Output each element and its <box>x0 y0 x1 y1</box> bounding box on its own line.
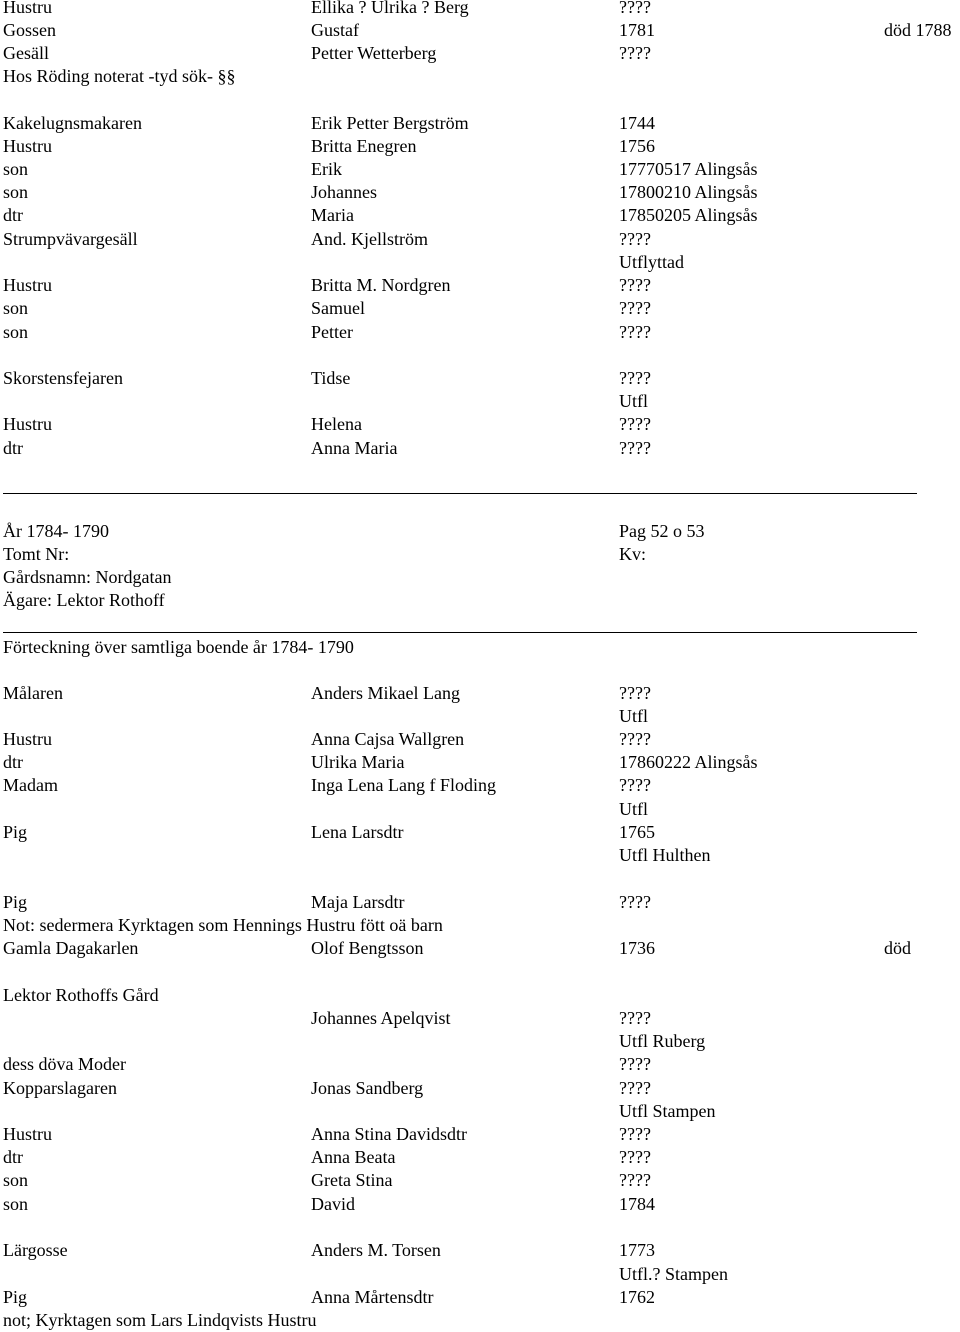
header-agare-row <box>0 589 960 612</box>
name-cell: Anna Cajsa Wallgren <box>311 729 465 749</box>
record-row <box>0 751 960 774</box>
record-row <box>0 798 960 821</box>
kv-label: Kv: <box>619 544 646 564</box>
record-row <box>0 1100 960 1123</box>
record-row <box>0 321 960 344</box>
record-row <box>0 728 960 751</box>
role-cell: dtr <box>3 1147 23 1167</box>
date-cell: ???? <box>619 0 651 17</box>
record-row <box>0 1263 960 1286</box>
role-cell: Pig <box>3 822 28 842</box>
role-cell: Lärgosse <box>3 1240 68 1260</box>
record-row <box>0 135 960 158</box>
record-row <box>0 204 960 227</box>
record-row <box>0 1309 960 1332</box>
record-row <box>0 844 960 867</box>
role-cell: Hustru <box>3 1124 52 1144</box>
date-cell: 17800210 Alingsås <box>619 182 758 202</box>
name-cell: Petter <box>311 322 353 342</box>
record-row <box>0 1053 960 1076</box>
role-cell: Gossen <box>3 20 56 40</box>
name-cell: Ellika ? Ulrika ? Berg <box>311 0 469 17</box>
name-cell: Maria <box>311 205 354 225</box>
date-cell: ???? <box>619 43 651 63</box>
record-row <box>0 1239 960 1262</box>
role-cell: dtr <box>3 438 23 458</box>
note-cell: död <box>884 938 911 958</box>
date-cell: Utfl <box>619 799 648 819</box>
date-cell: Utfl Ruberg <box>619 1031 706 1051</box>
header-gardsnamn-row <box>0 566 960 589</box>
date-cell: Utfl.? Stampen <box>619 1264 728 1284</box>
role-cell: son <box>3 159 29 179</box>
name-cell: Anna Stina Davidsdtr <box>311 1124 467 1144</box>
role-cell: Hos Röding noterat -tyd sök- §§ <box>3 66 236 86</box>
date-cell: ???? <box>619 1078 651 1098</box>
date-cell: ???? <box>619 414 651 434</box>
date-cell: ???? <box>619 368 651 388</box>
role-cell: Gamla Dagakarlen <box>3 938 139 958</box>
role-cell: Gesäll <box>3 43 49 63</box>
date-cell: 1762 <box>619 1287 655 1307</box>
date-cell: ???? <box>619 298 651 318</box>
note-cell: död 1788 <box>884 20 952 40</box>
role-cell: son <box>3 182 29 202</box>
name-cell: Johannes Apelqvist <box>311 1008 451 1028</box>
role-cell: Lektor Rothoffs Gård <box>3 985 159 1005</box>
role-cell: son <box>3 298 29 318</box>
role-cell: Kopparslagaren <box>3 1078 117 1098</box>
record-row <box>0 682 960 705</box>
header-tomt-row <box>0 543 960 566</box>
name-cell: Tidse <box>311 368 351 388</box>
name-cell: Anders Mikael Lang <box>311 683 460 703</box>
role-cell: son <box>3 1170 29 1190</box>
role-cell: not; Kyrktagen som Lars Lindqvists Hustru <box>3 1310 317 1330</box>
record-row <box>0 1077 960 1100</box>
date-cell: 1765 <box>619 822 655 842</box>
record-row <box>0 891 960 914</box>
role-cell: Hustru <box>3 136 52 156</box>
record-row <box>0 1286 960 1309</box>
date-cell: ???? <box>619 438 651 458</box>
date-cell: Utfl <box>619 706 648 726</box>
gardsnamn-label: Gårdsnamn: Nordgatan <box>3 567 172 587</box>
record-row <box>0 914 960 937</box>
record-row <box>0 228 960 251</box>
role-cell: Kakelugnsmakaren <box>3 113 142 133</box>
name-cell: Gustaf <box>311 20 359 40</box>
name-cell: Maja Larsdtr <box>311 892 405 912</box>
header-year-row <box>0 520 960 543</box>
date-cell: ???? <box>619 1124 651 1144</box>
record-row <box>0 937 960 960</box>
date-cell: 1744 <box>619 113 655 133</box>
date-cell: 17770517 Alingsås <box>619 159 758 179</box>
role-cell: Hustru <box>3 414 52 434</box>
name-cell: Erik Petter Bergström <box>311 113 469 133</box>
record-row <box>0 274 960 297</box>
name-cell: Britta Enegren <box>311 136 417 156</box>
date-cell: ???? <box>619 1170 651 1190</box>
name-cell: Johannes <box>311 182 377 202</box>
date-cell: ???? <box>619 683 651 703</box>
role-cell: Pig <box>3 1287 28 1307</box>
role-cell: dess döva Moder <box>3 1054 126 1074</box>
record-row <box>0 1123 960 1146</box>
date-cell: Utfl <box>619 391 648 411</box>
section-divider <box>3 632 917 633</box>
role-cell: Hustru <box>3 0 52 17</box>
role-cell: son <box>3 322 29 342</box>
date-cell: 1781 <box>619 20 655 40</box>
record-row <box>0 774 960 797</box>
role-cell: Strumpvävargesäll <box>3 229 138 249</box>
date-cell: 1756 <box>619 136 655 156</box>
date-cell: 17860222 Alingsås <box>619 752 758 772</box>
record-row <box>0 19 960 42</box>
page-reference: Pag 52 o 53 <box>619 521 705 541</box>
role-cell: son <box>3 1194 29 1214</box>
record-row <box>0 413 960 436</box>
name-cell: Jonas Sandberg <box>311 1078 424 1098</box>
date-cell: Utfl Hulthen <box>619 845 711 865</box>
name-cell: Anna Beata <box>311 1147 396 1167</box>
forteckning-heading: Förteckning över samtliga boende år 1784- 1790 <box>3 637 354 657</box>
role-cell: Hustru <box>3 275 52 295</box>
name-cell: Petter Wetterberg <box>311 43 437 63</box>
record-row <box>0 390 960 413</box>
role-cell: dtr <box>3 205 23 225</box>
name-cell: Ulrika Maria <box>311 752 405 772</box>
name-cell: Anna Mårtensdtr <box>311 1287 434 1307</box>
name-cell: Inga Lena Lang f Floding <box>311 775 496 795</box>
date-cell: ???? <box>619 1147 651 1167</box>
name-cell: Erik <box>311 159 342 179</box>
record-row <box>0 1007 960 1030</box>
record-row <box>0 1030 960 1053</box>
record-row <box>0 65 960 88</box>
year-range: År 1784- 1790 <box>3 521 109 541</box>
name-cell: Samuel <box>311 298 365 318</box>
date-cell: Utfl Stampen <box>619 1101 716 1121</box>
record-row <box>0 297 960 320</box>
name-cell: Anna Maria <box>311 438 398 458</box>
name-cell: Lena Larsdtr <box>311 822 404 842</box>
record-row <box>0 42 960 65</box>
name-cell: Greta Stina <box>311 1170 393 1190</box>
record-row <box>0 437 960 460</box>
name-cell: And. Kjellström <box>311 229 428 249</box>
record-row <box>0 0 960 19</box>
record-row <box>0 984 960 1007</box>
name-cell: Olof Bengtsson <box>311 938 424 958</box>
record-row <box>0 705 960 728</box>
agare-label: Ägare: Lektor Rothoff <box>3 590 165 610</box>
date-cell: 1784 <box>619 1194 655 1214</box>
date-cell: 17850205 Alingsås <box>619 205 758 225</box>
name-cell: David <box>311 1194 355 1214</box>
date-cell: ???? <box>619 775 651 795</box>
date-cell: ???? <box>619 1008 651 1028</box>
record-row <box>0 1193 960 1216</box>
role-cell: Hustru <box>3 729 52 749</box>
record-row <box>0 112 960 135</box>
role-cell: Not: sedermera Kyrktagen som Hennings Hustru fött oä barn <box>3 915 443 935</box>
date-cell: ???? <box>619 322 651 342</box>
name-cell: Anders M. Torsen <box>311 1240 441 1260</box>
role-cell: dtr <box>3 752 23 772</box>
date-cell: Utflyttad <box>619 252 684 272</box>
record-row <box>0 1169 960 1192</box>
name-cell: Britta M. Nordgren <box>311 275 451 295</box>
name-cell: Helena <box>311 414 362 434</box>
role-cell: Skorstensfejaren <box>3 368 123 388</box>
date-cell: ???? <box>619 275 651 295</box>
date-cell: 1773 <box>619 1240 655 1260</box>
record-row <box>0 367 960 390</box>
record-row <box>0 821 960 844</box>
date-cell: ???? <box>619 1054 651 1074</box>
date-cell: ???? <box>619 229 651 249</box>
role-cell: Pig <box>3 892 28 912</box>
tomt-label: Tomt Nr: <box>3 544 70 564</box>
date-cell: ???? <box>619 729 651 749</box>
date-cell: ???? <box>619 892 651 912</box>
record-row <box>0 158 960 181</box>
role-cell: Madam <box>3 775 58 795</box>
section-divider <box>3 493 917 494</box>
forteckning-heading-row <box>0 636 960 659</box>
record-row <box>0 1146 960 1169</box>
role-cell: Målaren <box>3 683 63 703</box>
record-row <box>0 251 960 274</box>
record-row <box>0 181 960 204</box>
date-cell: 1736 <box>619 938 655 958</box>
